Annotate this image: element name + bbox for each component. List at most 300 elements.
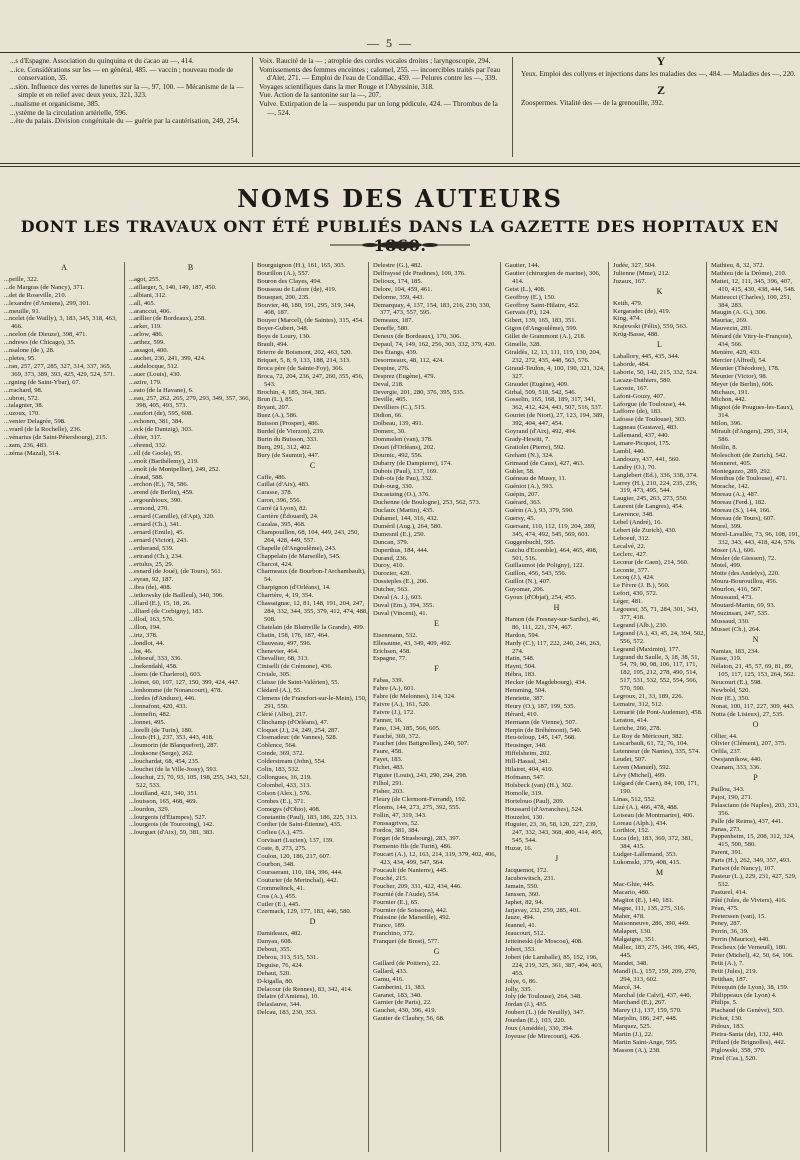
author-entry: Pescheux (de Verneuil), 180. [711,944,787,952]
author-entry: ...ndrews (de Chicago), 35. [4,339,76,347]
author-entry: Goyrand (d'Aix), 492, 494. [505,428,577,436]
author-entry: Owsjannikow, 440. [711,756,763,764]
author-entry: ...lourdon, 329. [129,805,170,813]
author-entry: Duval (Vincent), 41. [373,609,428,617]
author-entry: Guggenbuchl, 595. [505,538,556,546]
author-entry: Florens, 144, 273, 275, 392, 555. [373,803,461,811]
author-entry: Lemaire, 312, 512. [613,700,663,708]
author-entry: Faucher (des Batignolles), 240, 507. [373,740,469,748]
author-entry: Gubler, 58. [505,467,535,475]
author-entry: Lacoste, 167. [613,384,649,392]
author-entry: ...louchet (de la Ville-Jossy), 593. [129,766,218,774]
author-entry: Fayet, 183. [373,756,403,764]
author-entry: ...pletes, 95. [4,354,36,362]
author-entry: Eisenmann, 532. [373,631,418,639]
author-entry: Charrière, 4, 19, 354. [257,592,314,600]
author-entry: Larrey (H.), 210, 224, 235, 236, 319, 473, 495, 544. [613,479,698,495]
author-entry: Landry (O.), 70. [613,463,657,471]
author-entry: Magitot (E.), 140, 181. [613,896,674,904]
author-entry: Domerc, 30. [373,428,406,436]
author-entry: Dournic, 492, 556. [373,451,423,459]
author-entry: Mallez, 183, 275, 346, 396, 445, 445. [613,944,699,960]
author-entry: Erichsen, 458. [373,647,411,655]
author-entry: Parisot (de Nancy), 107. [711,865,776,873]
author-entry: ...esnard (de Joué), (de Tours), 561. [129,568,223,576]
author-entry: Fanner, 16. [373,716,403,724]
author-entry: Noir (E.), 350. [711,694,750,702]
author-entry: Boys de Loury, 130. [257,333,311,341]
author-entry: ...rgning (de Saint-Ybar), 67. [4,378,81,386]
author-entry: ...illard (E.), 15, 18, 26. [129,600,191,608]
author-entry: Mathieu, 8, 32, 372. [711,262,765,269]
author-entry: Mandl (L.), 157, 159, 209, 270, 294, 313, 602. [613,967,697,983]
author-entry: ...erend (de Berlin), 459. [129,489,194,497]
author-entry: Kergaradec (de), 419. [613,307,671,315]
author-entry: Moussaud, 473. [711,594,753,602]
author-entry: Burdel (de Vierzon), 239. [257,428,325,436]
author-entry: Hilairet, 404, 410. [505,766,554,774]
author-entry: Malgaigne, 351. [613,936,657,944]
author-entry: Macario, 480. [613,888,650,896]
author-entry: Lawrence, 348. [613,511,654,519]
author-entry: Devilliers (C.), 515. [373,404,426,412]
author-entry: ...venier Delagrée, 598. [4,418,66,426]
author-entry: Deville, 465. [373,396,408,404]
author-entry: Ellesaume, 43, 349, 409, 492. [373,639,452,647]
author-entry: Lamare-Picquot, 175. [613,440,671,448]
author-entry: Laborde, 484. [613,360,650,368]
author-entry: Moreau (de Tours), 607. [711,515,776,522]
author-entry: Lecoq (J.), 424. [613,574,655,582]
author-entry: Huzar, 16. [505,845,533,853]
author-entry: Leclerc, 427. [613,550,648,558]
author-entry: Legroux, 21, 33, 189, 226. [613,693,684,701]
author-entry: Gimelle, 328. [505,341,542,349]
author-entry: Ciniselli (de Crémone), 436. [257,663,333,671]
author-entry: Petithan, 187. [711,975,748,983]
letter-heading-z: Z [656,83,665,98]
author-entry: Coblence, 564. [257,742,297,750]
author-entry: Didion, 66. [373,412,403,420]
author-entry: Philips, 5. [711,999,738,1007]
author-entry: Lefort, 430, 572. [613,590,658,598]
author-entry: Leven (Manuel), 592. [613,764,671,772]
author-entry: Clemens (de Francfort-sur-le-Mein), 150, 291, 550. [257,694,367,710]
author-entry: Lebert (de Zurich), 430. [613,527,677,534]
author-entry: Gamu, 416. [373,975,404,983]
author-entry: ...ernard (Emile), 45. [129,528,185,536]
author-entry: Menière, 429, 433. [711,348,761,356]
author-entry: Leriche, 266, 278. [613,724,662,732]
author-entry: Delioux, 174, 185. [373,277,423,285]
author-entry: Péan, 475. [711,904,739,912]
author-entry: ...illod, 163, 576. [129,615,175,623]
author-entry: Deneffe, 580. [373,325,409,333]
author-entry: Lafont-Gouzy, 407. [613,392,665,400]
letter-heading: A [61,263,67,272]
author-entry: Gautier de Claubry, 56, 68. [373,1015,445,1023]
author-entry: Pétrequin (de Lyon), 38, 159. [711,983,789,991]
author-entry: Grimaud (de Caux), 427, 463. [505,459,585,467]
author-entry: Des Étangs, 439. [373,348,418,356]
author-entry: ...det de Roseville, 210. [4,291,67,299]
author-entry: Hébra, 183. [505,671,536,679]
author-entry: ...lot, 46. [129,647,153,655]
author-entry: Lescarbault, 61, 72, 76, 104. [613,740,689,748]
author-entry: Charpignon (d'Orléans), 14. [257,584,331,592]
author-entry: Laforgue (de Toulouse), 44. [613,400,687,408]
author-entry: Guérard, 363. [505,499,542,507]
author-entry: Japhet, 82, 94. [505,898,544,906]
author-entry: ...louchut, 23, 70, 93, 105, 198, 255, 343, 521, 522, 533. [129,774,251,789]
author-entry: ...ran, 257, 277, 285, 327, 314, 337, 365, 369, 373, 389, 393, 425, 429, 524, 571. [4,362,115,378]
author-entry: Forget (de Strasbourg), 283, 397. [373,835,461,843]
author-entry: Colderstream (John), 554. [257,758,326,766]
author-entry: Buisson (Prosper), 486. [257,420,320,428]
author-entry: ...ehrend, 332. [129,441,167,449]
author-entry: Bouvier, 48, 180, 191, 295, 319, 344, 408, 187. [257,301,356,317]
author-entry: Bousseau de Lafore (de), 419. [257,285,337,293]
author-entry: Moreau (A.), 487. [711,491,759,499]
top-entry-zoospermes: Zoospermes. Vitalité des — de la grenouille, 392. [521,98,664,107]
author-entry: ...lourgeois (de Tourcoing), 142. [129,821,215,829]
author-entry: Mirault (d'Angers), 295, 314, 586. [711,428,789,443]
author-entry: Fournier (de Soissons), 442. [373,906,448,914]
author-entry: ...zam, 236, 483. [4,441,48,449]
author-entry: Guéneau de Mussy, 11. [505,475,567,483]
author-entry: Civiale, 305. [257,671,291,679]
author-entry: Grehant (N.), 324. [505,451,554,459]
author-entry: Fabre (A.), 601. [373,685,416,693]
author-entry: Guersy, 45. [505,515,536,522]
author-entry: Laugier, 245, 263, 273, 550. [613,495,688,503]
author-entry: Gallard, 433. [373,967,408,975]
author-entry: Musset (Ch.), 264. [711,625,761,633]
author-entry: ...lordes (d'Anduze), 446. [129,694,196,702]
top-col-left [0,57,248,126]
letter-heading-y: Y [656,54,666,68]
author-entry: Martin (J.), 22. [613,1031,653,1039]
top-entry: Voyages scientifiques dans la mer Rouge et l'Abyssinie, 318. [259,82,434,91]
author-entry: Burin du Buisson, 333. [257,435,318,443]
author-entry: Marquez, 525. [613,1023,652,1031]
author-entry: Garanet, 183, 340. [373,991,422,999]
author-entry: Huguier, 23, 36, 58, 120, 227, 239, 247, 332, 343, 368, 400, 414, 495, 545, 544. [505,821,603,845]
author-entry: Heusinger, 348. [505,742,547,750]
author-entry: Ollier, 44. [711,732,738,740]
top-entry: ...sion. Influence des verres de lunettes sur la —, 97, 100. — Mécanisme de la — simple et en relief avec deux yeux, 321, 323. [10,82,244,100]
author-entry: Hatin, 548. [505,655,535,663]
author-entry: Cros (A.), 455. [257,892,297,900]
author-entry: Juzaux, 167. [613,277,647,285]
letter-heading: M [655,867,664,877]
author-entry: Coinde, 369, 372. [257,750,305,758]
author-entry: ...éhier, 317. [129,434,162,442]
author-entry: ...éraud, 588. [129,473,164,481]
author-entry: Matteucci (Charles), 100, 251, 384, 283. [711,293,792,309]
author-entry: Palle (de Reims), 437, 441. [711,817,783,825]
author-entry: ...louis (H.), 237, 353, 443, 418. [129,734,214,742]
author-entry: Cazalas, 395, 468. [257,521,306,528]
letter-heading: F [434,664,439,674]
author-entry: Bourillon (A.), 557. [257,269,310,277]
author-entry: ...lonnefin, 482. [129,710,171,718]
author-entry: ...illon, 194. [129,623,161,631]
letter-heading: E [434,618,439,628]
author-entry: Bousquet, 200, 235. [257,293,310,301]
author-entry: Lecalvé, 22. [613,542,646,550]
author-entry: Bryant, 207. [257,404,290,412]
author-entry: Fano, 134, 185, 566, 605. [373,724,441,732]
author-entry: ...ergounhioux, 390. [129,497,182,505]
author-entry: Dub-ois (de Pau), 332. [373,475,433,483]
author-entry: ...ubron, 572. [4,394,40,402]
author-entry: Mosler (de Giessen), 72. [711,554,777,562]
author-index-column [124,262,252,1152]
author-entry: ...nsalone (de ), 28. [4,347,55,355]
author-entry: ...eaufort (de), 595, 608. [129,410,193,418]
author-entry: Hortelouo (Paul), 209. [505,797,565,805]
author-entry: Caffe, 486. [257,473,287,481]
author-entry: Charmeaux (de Bourbon-l'Archambault), 54. [257,568,366,584]
author-entry: ...lonnafont, 420, 433. [129,702,188,710]
author-entry: ...auchet, 236, 241, 399, 424. [129,354,206,362]
author-entry: Duroy, 410. [373,562,405,570]
author-entry: Delestre (G.), 482. [373,262,423,269]
author-entry: Mac-Ghie, 445. [613,880,655,888]
author-entry: Demarquay, 4, 137, 154, 183, 216, 230, 330, 377, 473, 557, 595. [373,301,491,317]
author-entry: Hill-Hassal, 341. [505,758,550,766]
section-title: NOMS DES AUTEURS [237,184,563,213]
author-entry: Broca, 72, 204, 236, 247, 260, 355, 456, 543. [257,372,364,388]
author-entry: Guépin, 207. [505,491,540,499]
author-entry: Legrand (A.), 43, 45, 24, 394, 502, 556, 572. [613,629,706,645]
author-entry: Desormeaux, 48, 112, 424. [373,356,444,364]
author-entry: Dubois (Paul), 137, 169. [373,467,438,475]
author-entry: Claisse (de Saint-Valérien), 55. [257,679,340,687]
author-entry: ...eck (de Dantzig), 303. [129,426,193,434]
author-entry: Constantin (Paul), 183, 186, 225, 313. [257,813,358,821]
author-entry: Gyoux (d'Objat), 254, 455. [505,594,577,602]
author-entry: Geist (L.), 408. [505,285,546,293]
author-entry: Colombel, 433, 313. [257,781,312,789]
author-entry: Hayni, 504. [505,663,536,671]
author-entry: ...all, 465. [129,299,156,307]
author-entry: Nasse, 319. [711,655,742,663]
author-entry: Guillot (N.), 407. [505,578,551,586]
author-entry: Gosselin, 165, 168, 189, 317, 341, 362, 412, 424, 443, 507, 516, 537. [505,396,603,412]
author-entry: Leconte, 377. [613,566,650,574]
author-entry: Dussieples (E.), 206. [373,578,429,586]
author-entry: ...talagnier, 38. [4,402,44,410]
author-entry: ...arthez, 599. [129,339,165,347]
author-entry: Guichu d'Ecomble), 464, 465, 498, 501, 516. [505,546,598,562]
author-entry: Jourdan (E.), 103, 220. [505,1017,566,1025]
author-entry: Michaux, 191. [711,388,750,396]
author-entry: Debout, 355. [257,946,292,954]
author-entry: Hermann (de Vienne), 507. [505,718,577,726]
author-entry: Devergie, 201, 280, 376, 395, 535. [373,388,465,396]
author-entry: Fabas, 339. [373,677,404,685]
author-entry: Jobert (de Lamballe), 85, 152, 196, 224, 219, 325, 361, 387, 404, 403, 453. [505,953,603,977]
author-entry: Dommelen (van), 378. [373,435,433,443]
author-entry: Fouché, 215. [373,874,408,882]
author-entry: Despine, 276. [373,364,410,372]
author-entry: Pichot, 130. [711,1015,743,1023]
author-entry: Morel, 399. [711,522,742,530]
author-entry: Carasse, 378. [257,489,293,497]
author-entry: ...aranccut, 406. [129,307,172,315]
author-entry: ...eato (de la Havane), 6. [129,386,194,394]
author-entry: Brault, 494. [257,341,289,349]
author-entry: Laborie, 50, 142, 215, 332, 524. [613,368,698,376]
author-entry: Legrand du Saulle, 3, 18, 38, 51, 54, 79, 90, 98, 106, 117, 171, 182, 195, 212, 278, 490, 514, 517, 531, 532, 552, 554, 566, 570, 590. [613,653,700,693]
author-entry: Cutler (E.), 445. [257,900,301,908]
author-entry: Lizé (A.), 466, 478, 488. [613,803,679,811]
author-entry: King, 474. [613,315,642,323]
author-entry: Judée, 327, 504. [613,262,657,269]
letter-heading: J [554,854,559,864]
author-entry: Mattei, 12, 111, 345, 396, 407, 410, 415, 430, 438, 444, 548. [711,277,796,293]
author-entry: Fonssagrives, 52. [373,819,419,827]
letter-heading: D [309,917,316,927]
author-entry: Joubert (L.) (de Neuilly), 347. [505,1009,585,1017]
author-entry: Guillon, 456, 543, 556. [505,570,567,578]
author-entry: Le Fèvre (J. B.), 560. [613,582,670,590]
author-entry: Linas, 512, 552. [613,795,656,803]
author-entry: Lévy (Michel), 499. [613,772,667,780]
author-entry: Buez (A.), 586. [257,412,298,420]
author-entry: Bourguignon (H.), 161, 165, 303. [257,262,346,269]
author-entry: Geoffroy (E.), 150. [505,293,556,301]
author-entry: Jarjavay, 232, 259, 285, 401. [505,906,581,914]
author-entry: Mignot (de Pougues-les-Eaux), 314. [711,404,794,420]
author-entry: Douet (d'Orléans), 202. [373,443,435,451]
author-entry: Lemarié (de Pont-Audemer), 458. [613,708,703,716]
author-entry: Jeiteineski (de Moscou), 408. [505,938,583,946]
author-entry: Neucourt (E.), 598. [711,679,763,687]
author-entry: ...ernard (Ch.), 341. [129,521,182,528]
author-entry: Mathieu (de la Drôme), 210. [711,269,787,277]
author-entry: Combes (E.), 371. [257,797,306,805]
author-entry: Orfila, 237. [711,748,742,756]
author-entry: Marjolin, 186, 247, 448. [613,1015,678,1023]
author-entry: Mauriac, 269. [711,317,748,325]
author-entry: Fauché, 369, 372. [373,732,421,740]
author-entry: Legouest, 35, 71, 284, 301, 343, 377, 418. [613,606,699,621]
author-entry: Fournié (de l'Aude), 554. [373,890,440,898]
author-entry: Gibert, 139, 165, 183, 351. [505,317,577,325]
author-entry: Hardon, 594. [505,631,540,639]
author-entry: Guyomar, 206. [505,586,545,594]
author-entry: Michon, 442. [711,396,747,404]
author-entry: Duperthus, 184, 444. [373,546,429,554]
author-entry: ...londlot, 44. [129,639,165,647]
author-entry: ...albiani, 312. [129,291,167,299]
author-entry: Durand, 236. [373,554,408,562]
author-entry: Fournier (E.), 65. [373,898,419,906]
page-number: — 5 — [367,36,413,50]
author-entry: ...peille, 322. [4,275,39,283]
author-entry: Montegazzo, 289, 292. [711,467,772,475]
author-entry: ...zéma (Mazal), 514. [4,449,61,457]
author-entry: Meunier (Théodore), 178. [711,364,780,372]
letter-heading: O [752,719,759,729]
author-entry: Crommelinck, 41. [257,884,305,892]
author-entry: Czermack, 129, 177, 183, 446, 580. [257,908,352,916]
author-entry: Faivre (J.), 172. [373,708,415,716]
author-index-column [706,262,800,1152]
author-entry: Lacaze-Duthiers, 580. [613,376,672,384]
author-entry: Holsbeck (van) (H.), 302. [505,781,573,789]
author-entry: Maugin (A. G.), 306. [711,309,767,317]
author-entry: Mercier (Alfred), 54. [711,356,767,364]
author-entry: ...lonnet, 495. [129,718,166,726]
author-entry: Fichet, 483. [373,764,405,772]
author-entry: Gamberini, 11, 383. [373,983,426,991]
author-entry: Dehaut, 520. [257,969,291,977]
author-entry: ...lexandre (d'Amiens), 299, 301. [4,299,91,307]
letter-heading: N [752,634,759,644]
author-entry: Caron, 396, 556. [257,497,302,505]
letter-heading: L [657,340,662,350]
author-entry: Fordos, 381, 384. [373,827,420,835]
author-entry: Joyeuse (de Mirecourt), 426. [505,1033,581,1040]
author-entry: ...ertherand, 539. [129,544,174,552]
author-entry: Paris (H.), 262, 349, 357, 493. [711,857,792,865]
author-entry: Mauvezin, 281. [711,325,753,333]
author-entry: ...loekendahl, 458. [129,663,178,671]
author-entry: Gautier (chirurgien de marine), 306, 414. [505,269,601,285]
top-entry: Voix. Raucité de la — ; atrophie des cordes vocales droites ; laryngoscopie, 294. [259,57,491,65]
author-entry: ...loboeuf, 333, 336. [129,655,183,663]
author-entry: Franchino, 372. [373,930,415,938]
author-entry: Jeaucourt, 512. [505,930,546,938]
author-entry: Chapelle (d'Angoulême), 243. [257,544,337,552]
author-entry: Gigon (d'Angoulême), 599. [505,325,578,333]
author-entry: Giraldès, 12, 13, 111, 119, 130, 204, 232, 272, 435, 448, 563, 576. [505,348,601,364]
author-entry: Dumesnil (E.), 250. [373,530,426,538]
author-entry: Bouron des Clayes, 494. [257,277,322,285]
author-entry: Meunier (Victor), 98. [711,372,768,380]
author-entry: Deneux (de Bordeaux), 170, 306. [373,333,462,341]
author-entry: Motel, 499. [711,562,742,570]
author-entry: Jacubowitsch, 231. [505,874,556,882]
author-entry: ...ietkowsky (de Bailleul), 340, 396. [129,592,224,600]
author-entry: Heury (O.), 187, 199, 535. [505,702,576,710]
author-entry: Moilin, 8. [711,443,738,451]
author-entry: Lorthior, 152. [613,827,650,835]
author-entry: Piffard (de Brignolles), 442. [711,1039,786,1046]
author-entry: Julienne (Mme), 212. [613,269,670,277]
author-entry: Faure, 458. [373,748,403,756]
author-entry: Pasteur (L.), 229, 231, 427, 529, 532. [711,872,797,888]
author-entry: Jamain, 550. [505,882,539,890]
author-entry: Guersant, 110, 112, 119, 204, 289, 345, 474, 492, 545, 569, 601. [505,522,596,538]
author-entry: Petit (A.), 7. [711,959,744,967]
author-entry: ...ibra (de), 408. [129,584,172,592]
author-entry: Delaire (d'Amiens), 10. [257,993,319,1001]
author-entry: Danyau, 608. [257,938,293,946]
author-entry: Dub-ourg, 330. [373,483,414,491]
letter-heading: H [553,602,560,612]
author-entry: Gervais (P.), 124. [505,309,551,317]
author-entry: Chevallier, 68, 313. [257,655,309,663]
author-entry: Moleschott (de Zurich), 542. [711,451,787,459]
author-entry: Leboeuf, 312. [613,534,650,542]
author-entry: Janssen, 360. [505,890,540,898]
author-entry: Figuier (Louis), 243, 290, 294, 298. [373,772,468,780]
